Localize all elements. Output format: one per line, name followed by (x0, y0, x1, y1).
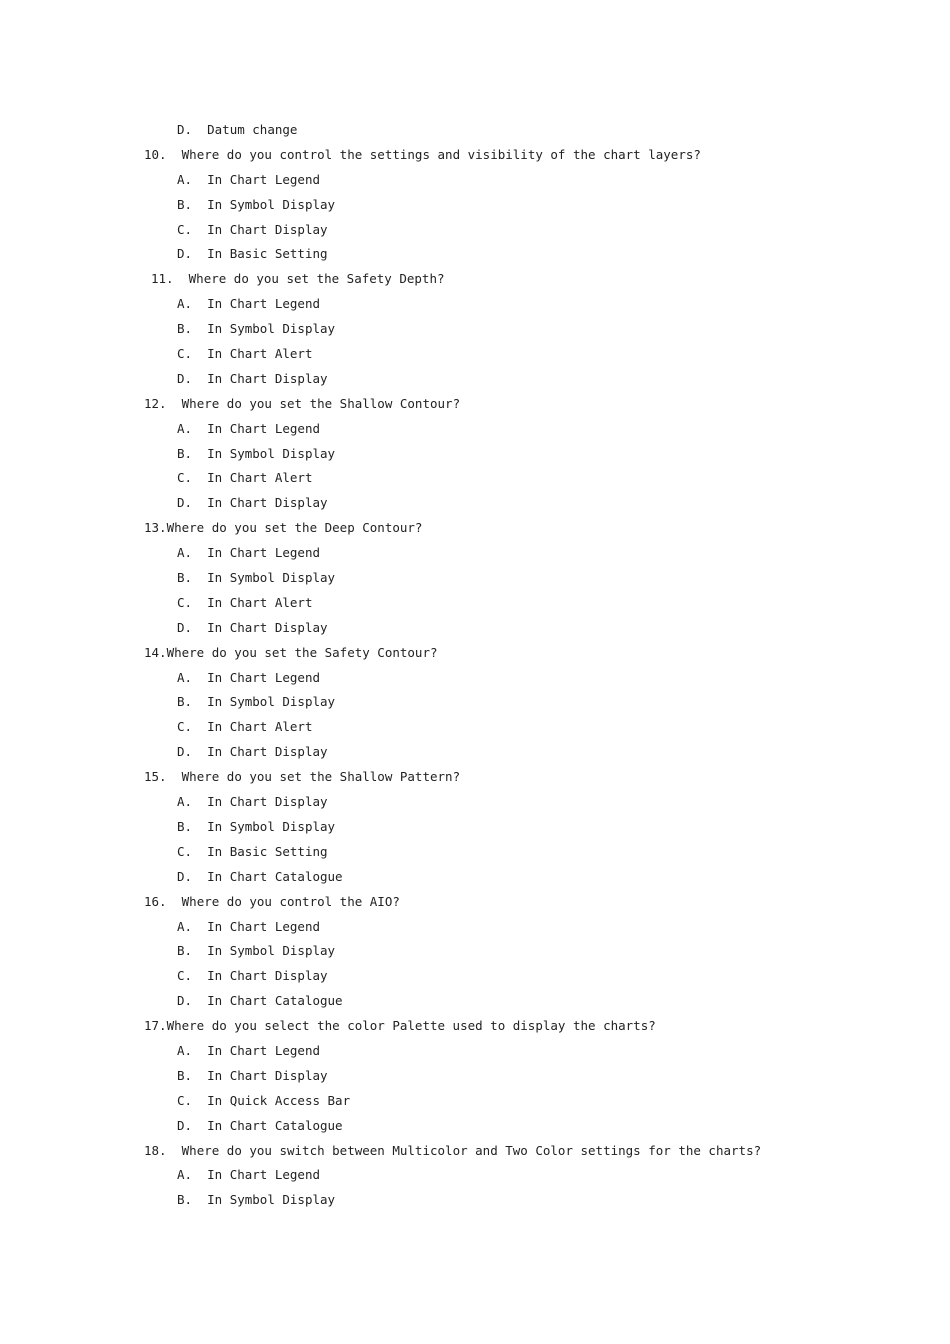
option-letter: D. (177, 495, 193, 511)
option-line (0, 1089, 950, 1114)
question-list (0, 118, 950, 1213)
option-text: In Chart Legend (207, 171, 321, 187)
option-text: In Symbol Display (207, 1192, 336, 1208)
option-letter: C. (177, 719, 193, 735)
option-line (0, 1114, 950, 1139)
option-letter: A. (177, 1042, 193, 1058)
option-text: In Chart Legend (207, 545, 321, 561)
option-text: In Symbol Display (207, 196, 336, 212)
option-letter: D. (177, 370, 193, 386)
option-letter: D. (177, 246, 193, 262)
question-text: Where do you control the AIO? (181, 893, 400, 909)
question-text: Where do you set the Shallow Contour? (181, 395, 461, 411)
option-letter: C. (177, 594, 193, 610)
option-line (0, 815, 950, 840)
option-text: In Symbol Display (207, 445, 336, 461)
option-text: In Symbol Display (207, 818, 336, 834)
question-number: 12. (144, 395, 167, 411)
option-letter: D. (177, 744, 193, 760)
option-letter: B. (177, 196, 193, 212)
option-letter: B. (177, 694, 193, 710)
question-line (0, 641, 950, 666)
question-text: Where do you switch between Multicolor and Two Color settings for the charts? (181, 1142, 762, 1158)
option-text: In Chart Display (207, 794, 328, 810)
option-line (0, 690, 950, 715)
option-line (0, 865, 950, 890)
question-number: 13. (144, 520, 167, 536)
option-text: In Chart Catalogue (207, 1117, 343, 1133)
question-number: 15. (144, 769, 167, 785)
question-text: Where do you control the settings and visibility of the chart layers? (181, 146, 701, 162)
question-text: Where do you select the color Palette used to display the charts? (166, 1018, 656, 1034)
option-text: In Chart Alert (207, 470, 313, 486)
option-letter: C. (177, 470, 193, 486)
option-text: In Chart Alert (207, 719, 313, 735)
option-letter: C. (177, 1092, 193, 1108)
option-text: In Chart Display (207, 619, 328, 635)
option-text: In Chart Display (207, 744, 328, 760)
option-text: Datum change (207, 122, 298, 137)
option-text: In Chart Alert (207, 594, 313, 610)
option-letter: A. (177, 669, 193, 685)
option-line (0, 367, 950, 392)
option-letter: B. (177, 818, 193, 834)
option-line (0, 1163, 950, 1188)
question-line (0, 1014, 950, 1039)
option-text: In Chart Display (207, 968, 328, 984)
option-line (0, 466, 950, 491)
option-line (0, 666, 950, 691)
option-text: In Symbol Display (207, 694, 336, 710)
option-line (0, 740, 950, 765)
option-line (0, 790, 950, 815)
option-letter: B. (177, 1192, 193, 1208)
question-text: Where do you set the Shallow Pattern? (181, 769, 461, 785)
option-letter: C. (177, 968, 193, 984)
option-letter: A. (177, 1167, 193, 1183)
option-letter: B. (177, 943, 193, 959)
option-text: In Basic Setting (207, 843, 328, 859)
option-letter: A. (177, 794, 193, 810)
question-number: 10. (144, 146, 167, 162)
question-line (0, 765, 950, 790)
option-line (0, 1188, 950, 1213)
option-line (0, 915, 950, 940)
option-text: In Basic Setting (207, 246, 328, 262)
option-line (0, 342, 950, 367)
option-text: In Symbol Display (207, 321, 336, 337)
option-letter: B. (177, 570, 193, 586)
option-text: In Chart Legend (207, 296, 321, 312)
option-text: In Quick Access Bar (207, 1092, 351, 1108)
option-text: In Chart Catalogue (207, 993, 343, 1009)
option-letter: B. (177, 445, 193, 461)
option-text: In Chart Display (207, 1067, 328, 1083)
option-line (0, 616, 950, 641)
option-text: In Chart Legend (207, 1042, 321, 1058)
option-line (0, 989, 950, 1014)
question-number: 17. (144, 1018, 167, 1034)
option-line (0, 292, 950, 317)
option-line (0, 491, 950, 516)
question-text: Where do you set the Safety Depth? (188, 271, 445, 287)
option-line (0, 715, 950, 740)
option-text: In Chart Display (207, 370, 328, 386)
option-text: In Chart Catalogue (207, 868, 343, 884)
option-line (0, 541, 950, 566)
option-text: In Chart Legend (207, 1167, 321, 1183)
option-letter: B. (177, 1067, 193, 1083)
option-letter: D. (177, 122, 193, 137)
option-text: In Chart Display (207, 221, 328, 237)
option-letter: A. (177, 171, 193, 187)
option-line (0, 591, 950, 616)
option-line (0, 317, 950, 342)
option-letter: A. (177, 420, 193, 436)
option-text: In Symbol Display (207, 943, 336, 959)
question-number: 18. (144, 1142, 167, 1158)
option-line (0, 218, 950, 243)
option-line (0, 442, 950, 467)
question-line (0, 143, 950, 168)
option-letter: D. (177, 1117, 193, 1133)
option-line (0, 193, 950, 218)
option-text: In Chart Alert (207, 346, 313, 362)
option-line (0, 1039, 950, 1064)
option-line (0, 566, 950, 591)
question-line (0, 392, 950, 417)
option-text: In Chart Legend (207, 420, 321, 436)
question-line (0, 1139, 950, 1164)
option-letter: D. (177, 993, 193, 1009)
option-line (0, 118, 950, 143)
option-text: In Chart Display (207, 495, 328, 511)
option-line (0, 840, 950, 865)
option-text: In Chart Legend (207, 918, 321, 934)
option-letter: D. (177, 868, 193, 884)
option-letter: A. (177, 918, 193, 934)
question-line (0, 516, 950, 541)
option-text: In Symbol Display (207, 570, 336, 586)
option-line (0, 964, 950, 989)
question-text: Where do you set the Deep Contour? (166, 520, 423, 536)
option-letter: C. (177, 221, 193, 237)
option-letter: B. (177, 321, 193, 337)
question-text: Where do you set the Safety Contour? (166, 644, 438, 660)
option-letter: C. (177, 346, 193, 362)
question-number: 14. (144, 644, 167, 660)
option-line (0, 939, 950, 964)
option-letter: D. (177, 619, 193, 635)
option-letter: A. (177, 296, 193, 312)
option-line (0, 417, 950, 442)
option-letter: A. (177, 545, 193, 561)
option-line (0, 242, 950, 267)
question-number: 16. (144, 893, 167, 909)
question-line (0, 890, 950, 915)
question-line (0, 267, 950, 292)
option-text: In Chart Legend (207, 669, 321, 685)
question-number: 11. (151, 271, 174, 287)
option-line (0, 168, 950, 193)
option-line (0, 1064, 950, 1089)
option-letter: C. (177, 843, 193, 859)
